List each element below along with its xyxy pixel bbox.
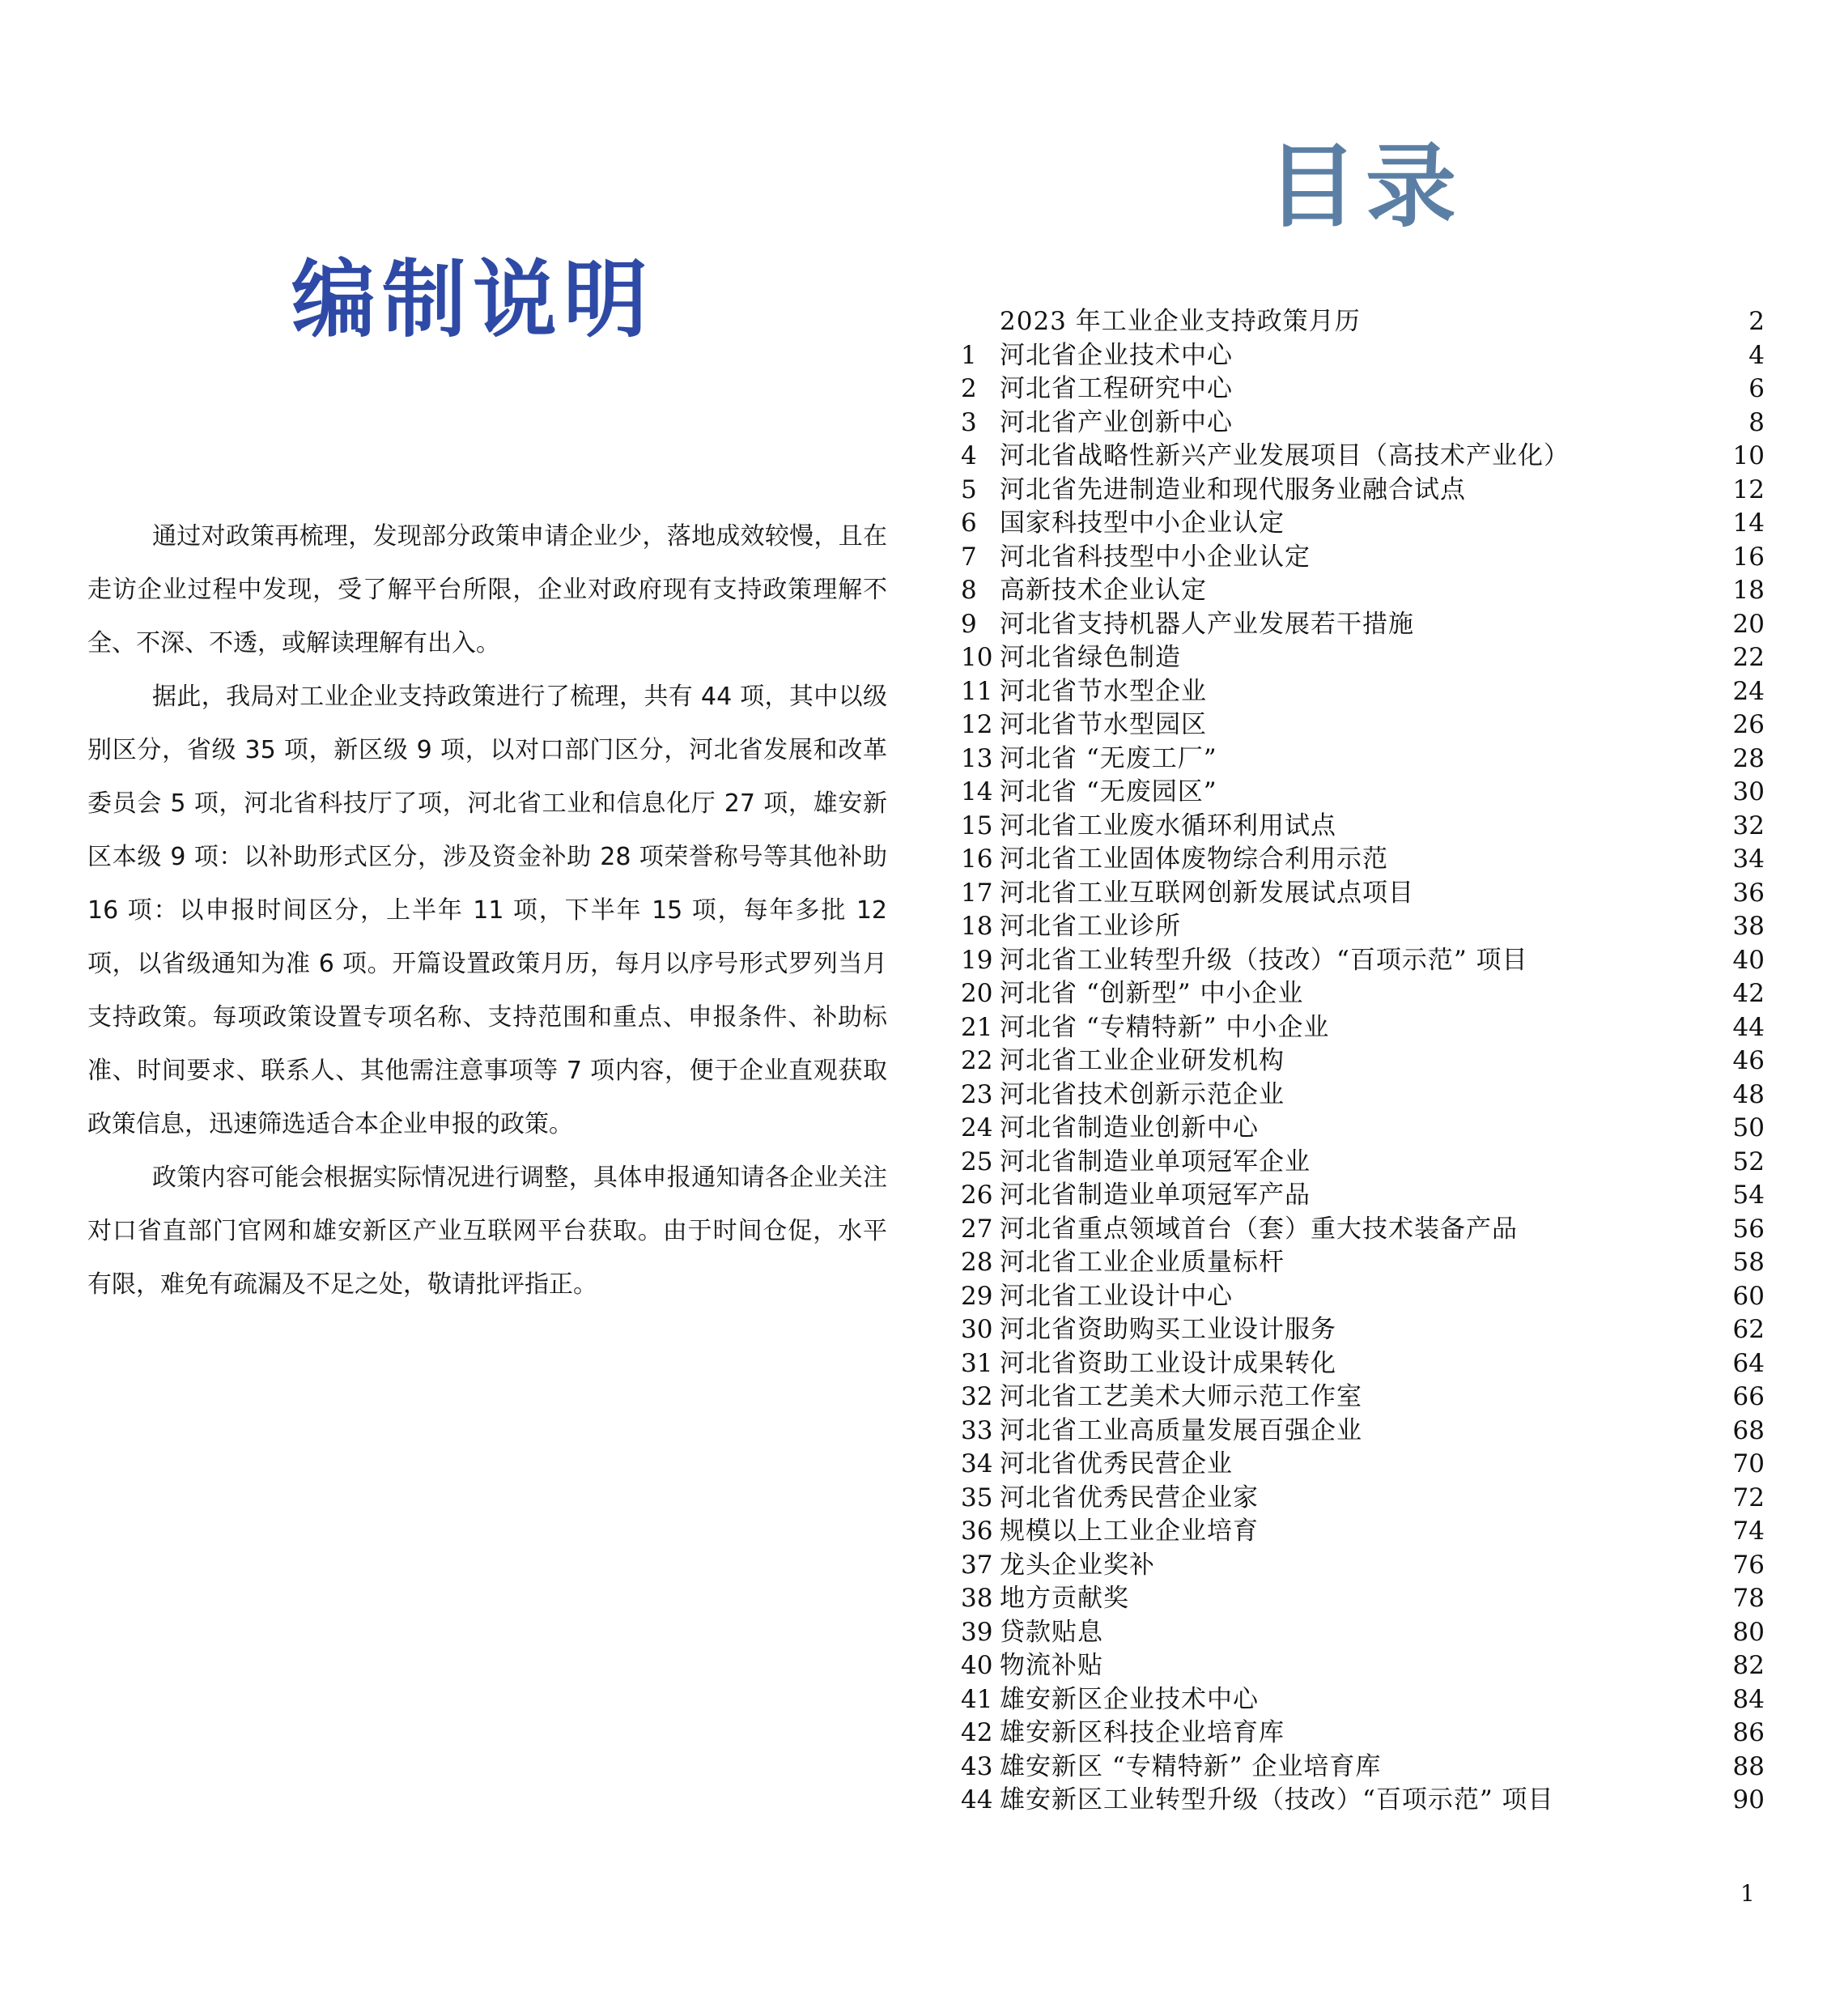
toc-entry-page: 84 — [1732, 1684, 1765, 1714]
toc-entry-page: 20 — [1732, 609, 1765, 639]
toc-entry-number: 24 — [961, 1113, 993, 1142]
toc-entry[interactable] — [961, 1616, 1765, 1650]
toc-entry-page: 42 — [1732, 979, 1765, 1008]
intro-paragraph: 通过对政策再梳理，发现部分政策申请企业少，落地成效较慢，且在走访企业过程中发现，受了解平台所限，企业对政府现有支持政策理解不全、不深、不透，或解读理解有出入。 — [87, 522, 887, 657]
toc-entry-number: 31 — [961, 1348, 993, 1378]
toc-entry[interactable] — [961, 1380, 1765, 1415]
toc-entry[interactable] — [961, 1044, 1765, 1078]
toc-entry[interactable] — [961, 641, 1765, 675]
toc-entry-number: 6 — [961, 508, 977, 538]
toc-entry-page: 74 — [1732, 1517, 1765, 1546]
toc-entry[interactable] — [961, 1078, 1765, 1112]
toc-entry-label: 2023 年工业企业支持政策月历 — [1000, 307, 1361, 336]
toc-entry-number: 30 — [961, 1315, 993, 1344]
toc-entry[interactable] — [961, 910, 1765, 944]
toc-entry-label: 河北省制造业单项冠军企业 — [1000, 1147, 1311, 1176]
toc-entry-label: 河北省支持机器人产业发展若干措施 — [1000, 609, 1414, 639]
toc-entry-label: 河北省工业互联网创新发展试点项目 — [1000, 878, 1414, 908]
toc-entry[interactable] — [961, 1280, 1765, 1314]
toc-entry-page: 40 — [1732, 945, 1765, 975]
toc-entry-label: 规模以上工业企业培育 — [1000, 1517, 1259, 1546]
toc-entry-number: 29 — [961, 1281, 993, 1311]
toc-entry[interactable] — [961, 1549, 1765, 1583]
toc-entry-number: 20 — [961, 979, 993, 1008]
toc-entry-label: 河北省工业高质量发展百强企业 — [1000, 1415, 1362, 1445]
toc-entry-page: 76 — [1732, 1550, 1765, 1580]
toc-entry-number: 15 — [961, 810, 993, 840]
toc-entry[interactable] — [961, 1482, 1765, 1516]
toc-entry[interactable] — [961, 742, 1765, 776]
toc-entry-page: 16 — [1732, 542, 1765, 572]
toc-entry-page: 22 — [1732, 643, 1765, 672]
toc-entry[interactable] — [961, 1347, 1765, 1381]
toc-entry-page: 18 — [1732, 576, 1765, 605]
toc-entry-number: 13 — [961, 743, 993, 773]
toc-entry-page: 4 — [1748, 340, 1765, 370]
toc-entry[interactable] — [961, 1448, 1765, 1482]
intro-title: 编制说明 — [291, 250, 655, 349]
toc-entry-page: 80 — [1732, 1617, 1765, 1647]
toc-entry-number: 2 — [961, 374, 977, 403]
toc-entry[interactable] — [961, 843, 1765, 877]
toc-entry-label: 地方贡献奖 — [1000, 1584, 1129, 1613]
toc-entry-number: 39 — [961, 1617, 993, 1647]
toc-entry-number: 25 — [961, 1147, 993, 1176]
toc-entry-number: 34 — [961, 1449, 993, 1478]
toc-entry-page: 68 — [1732, 1415, 1765, 1445]
toc-entry-label: 河北省优秀民营企业家 — [1000, 1483, 1259, 1512]
toc-entry-page: 14 — [1732, 508, 1765, 538]
toc-entry[interactable] — [961, 305, 1765, 339]
toc-entry-label: 河北省工业设计中心 — [1000, 1281, 1233, 1311]
toc-entry-label: 河北省资助工业设计成果转化 — [1000, 1348, 1336, 1378]
toc-entry-page: 56 — [1732, 1214, 1765, 1244]
toc-entry-label: 龙头企业奖补 — [1000, 1550, 1155, 1580]
toc-entry-page: 24 — [1732, 676, 1765, 706]
toc-entry-label: 河北省重点领域首台（套）重大技术装备产品 — [1000, 1214, 1518, 1244]
toc-entry[interactable] — [961, 675, 1765, 709]
toc-entry[interactable] — [961, 574, 1765, 608]
toc-entry-number — [961, 305, 1000, 339]
toc-entry[interactable] — [961, 1649, 1765, 1683]
toc-entry-number: 3 — [961, 407, 977, 437]
toc-entry-label: 贷款贴息 — [1000, 1617, 1103, 1647]
toc-entry[interactable] — [961, 1415, 1765, 1449]
toc-entry-label: 河北省 “无废工厂” — [1000, 743, 1217, 773]
toc-entry-number: 40 — [961, 1651, 993, 1680]
toc-entry-label: 河北省节水型园区 — [1000, 710, 1207, 739]
toc-entry-label: 河北省 “无废园区” — [1000, 777, 1217, 806]
toc-entry-label: 河北省工业转型升级（技改）“百项示范” 项目 — [1000, 945, 1528, 975]
toc-entry-page: 26 — [1732, 710, 1765, 739]
toc-entry-number: 23 — [961, 1079, 993, 1109]
toc-entry-number: 26 — [961, 1181, 993, 1210]
toc-entry-label: 河北省工业企业研发机构 — [1000, 1046, 1285, 1075]
toc-entry-label: 河北省产业创新中心 — [1000, 407, 1233, 437]
intro-paragraph: 据此，我局对工业企业支持政策进行了梳理，共有 44 项，其中以级别区分，省级 35 项，新区级 9 项，以对口部门区分，河北省发展和改革委员会 5 项，河北省科技厅了项，河北省工业和信息化厅 27 项，雄安新区本级 9 项：以补助形式区分，涉及资金补助 28 项荣誉称号等其他补助 16 项：以申报时间区分，上半年 11 项，下半年 15 项，每年多批 12 项，以省级通知为准 6 项。开篇设置政策月历，每月以序号形式罗列当月支持政策。每项政策设置专项名称、支持范围和重点、申报条件、补助标准、时间要求、联系人、其他需注意事项等 7 项内容，便于企业直观获取政策信息，迅速筛选适合本企业申报的政策。 — [87, 683, 887, 1138]
toc-entry-number: 7 — [961, 542, 977, 572]
toc-entry-label: 河北省绿色制造 — [1000, 643, 1181, 672]
toc-entry-number: 14 — [961, 777, 993, 806]
toc-entry-label: 河北省制造业单项冠军产品 — [1000, 1181, 1311, 1210]
toc-entry-number: 1 — [961, 340, 977, 370]
toc-entry-number: 32 — [961, 1382, 993, 1411]
toc-entry[interactable] — [961, 810, 1765, 844]
toc-entry-page: 10 — [1732, 441, 1765, 470]
toc-entry-label: 河北省资助购买工业设计服务 — [1000, 1315, 1336, 1344]
toc-entry-number: 11 — [961, 676, 993, 706]
toc-entry-label: 高新技术企业认定 — [1000, 576, 1207, 605]
page-number: 1 — [1740, 1880, 1755, 1907]
toc-entry-page: 6 — [1748, 374, 1765, 403]
toc-entry-label: 河北省工业固体废物综合利用示范 — [1000, 844, 1388, 874]
toc-entry[interactable] — [961, 372, 1765, 406]
toc-entry-number: 38 — [961, 1584, 993, 1613]
toc-entry[interactable] — [961, 440, 1765, 474]
toc-entry-number: 4 — [961, 441, 977, 470]
toc-entry[interactable] — [961, 1582, 1765, 1616]
toc-entry[interactable] — [961, 1112, 1765, 1146]
toc-entry-page: 54 — [1732, 1181, 1765, 1210]
toc-entry-page: 46 — [1732, 1046, 1765, 1075]
toc-entry-page: 30 — [1732, 777, 1765, 806]
toc-entry[interactable] — [961, 1179, 1765, 1213]
intro-body — [87, 510, 887, 1312]
toc-entry-number: 35 — [961, 1483, 993, 1512]
toc-entry-label: 河北省 “创新型” 中小企业 — [1000, 979, 1304, 1008]
toc-entry-page: 48 — [1732, 1079, 1765, 1109]
toc-entry-page: 36 — [1732, 878, 1765, 908]
toc-entry-label: 河北省工业废水循环利用试点 — [1000, 810, 1336, 840]
toc-entry-page: 2 — [1748, 307, 1765, 336]
toc-entry[interactable] — [961, 1751, 1765, 1785]
toc-entry[interactable] — [961, 1717, 1765, 1751]
toc-entry-page: 52 — [1732, 1147, 1765, 1176]
toc-entry-label: 河北省工业诊所 — [1000, 912, 1181, 941]
toc-entry-page: 70 — [1732, 1449, 1765, 1478]
toc-entry-number: 36 — [961, 1517, 993, 1546]
toc-entry-number: 43 — [961, 1751, 993, 1781]
toc-entry[interactable] — [961, 708, 1765, 742]
toc-entry-number: 17 — [961, 878, 993, 908]
toc-entry-page: 88 — [1732, 1751, 1765, 1781]
toc-entry-label: 河北省节水型企业 — [1000, 676, 1207, 706]
toc-entry[interactable] — [961, 1313, 1765, 1347]
toc-entry[interactable] — [961, 1246, 1765, 1280]
toc-entry-number: 42 — [961, 1718, 993, 1747]
toc-entry[interactable] — [961, 1213, 1765, 1247]
toc-entry-page: 86 — [1732, 1718, 1765, 1747]
toc-entry-number: 19 — [961, 945, 993, 975]
toc-entry-label: 河北省技术创新示范企业 — [1000, 1079, 1285, 1109]
toc-entry-page: 28 — [1732, 743, 1765, 773]
toc-entry-number: 12 — [961, 710, 993, 739]
toc-entry-number: 16 — [961, 844, 993, 874]
toc-entry-page: 44 — [1732, 1012, 1765, 1042]
toc-entry-page: 50 — [1732, 1113, 1765, 1142]
toc-entry-number: 8 — [961, 576, 977, 605]
toc-entry-page: 8 — [1748, 407, 1765, 437]
toc-entry-page: 60 — [1732, 1281, 1765, 1311]
toc-entry-number: 22 — [961, 1046, 993, 1075]
toc-entry[interactable] — [961, 1784, 1765, 1818]
toc-entry[interactable] — [961, 977, 1765, 1011]
toc-entry-label: 河北省战略性新兴产业发展项目（高技术产业化） — [1000, 441, 1570, 470]
toc-entry[interactable] — [961, 474, 1765, 508]
toc-entry-label: 河北省制造业创新中心 — [1000, 1113, 1259, 1142]
toc-entry-number: 10 — [961, 643, 993, 672]
intro-paragraph: 政策内容可能会根据实际情况进行调整，具体申报通知请各企业关注对口省直部门官网和雄安新区产业互联网平台获取。由于时间仓促，水平有限，难免有疏漏及不足之处，敬请批评指正。 — [87, 1164, 887, 1299]
toc-entry-page: 62 — [1732, 1315, 1765, 1344]
toc-entry-label: 雄安新区企业技术中心 — [1000, 1684, 1259, 1714]
toc-entry-page: 90 — [1732, 1785, 1765, 1814]
toc-entry-number: 33 — [961, 1415, 993, 1445]
toc-entry[interactable] — [961, 1683, 1765, 1717]
toc-entry-page: 12 — [1732, 474, 1765, 504]
toc-entry-page: 72 — [1732, 1483, 1765, 1512]
toc-entry[interactable] — [961, 1515, 1765, 1549]
toc-title: 目录 — [1267, 134, 1464, 240]
toc-entry-page: 32 — [1732, 810, 1765, 840]
toc-entry-label: 河北省工业企业质量标杆 — [1000, 1248, 1285, 1277]
toc-entry[interactable] — [961, 507, 1765, 541]
toc-entry-label: 河北省工程研究中心 — [1000, 374, 1233, 403]
toc-entry-label: 河北省先进制造业和现代服务业融合试点 — [1000, 474, 1466, 504]
toc-entry-number: 37 — [961, 1550, 993, 1580]
toc-entry-number: 18 — [961, 912, 993, 941]
toc-entry-page: 34 — [1732, 844, 1765, 874]
toc-entry[interactable] — [961, 541, 1765, 575]
toc-entry-label: 雄安新区科技企业培育库 — [1000, 1718, 1285, 1747]
toc-entry[interactable] — [961, 1011, 1765, 1045]
toc-entry-page: 64 — [1732, 1348, 1765, 1378]
toc-entry-page: 78 — [1732, 1584, 1765, 1613]
toc-entry-number: 41 — [961, 1684, 993, 1714]
toc-entry-label: 雄安新区工业转型升级（技改）“百项示范” 项目 — [1000, 1785, 1554, 1814]
toc-entry-label: 河北省工艺美术大师示范工作室 — [1000, 1382, 1362, 1411]
toc-entry-page: 66 — [1732, 1382, 1765, 1411]
toc-entry-page: 38 — [1732, 912, 1765, 941]
toc-entry-number: 44 — [961, 1785, 993, 1814]
toc-entry-label: 国家科技型中小企业认定 — [1000, 508, 1285, 538]
toc-entry-label: 河北省企业技术中心 — [1000, 340, 1233, 370]
toc-entry[interactable] — [961, 406, 1765, 440]
toc-entry[interactable] — [961, 944, 1765, 978]
toc-entry-number: 27 — [961, 1214, 993, 1244]
table-of-contents — [961, 305, 1765, 1818]
toc-entry-label: 河北省优秀民营企业 — [1000, 1449, 1233, 1478]
toc-entry[interactable] — [961, 877, 1765, 911]
toc-entry[interactable] — [961, 1146, 1765, 1180]
toc-entry-label: 雄安新区 “专精特新” 企业培育库 — [1000, 1751, 1382, 1781]
toc-entry-number: 21 — [961, 1012, 993, 1042]
toc-entry[interactable] — [961, 608, 1765, 642]
toc-entry-page: 82 — [1732, 1651, 1765, 1680]
toc-entry[interactable] — [961, 776, 1765, 810]
toc-entry-label: 物流补贴 — [1000, 1651, 1103, 1680]
toc-entry-page: 58 — [1732, 1248, 1765, 1277]
toc-entry-label: 河北省科技型中小企业认定 — [1000, 542, 1311, 572]
toc-entry[interactable] — [961, 339, 1765, 373]
toc-entry-number: 28 — [961, 1248, 993, 1277]
toc-entry-number: 9 — [961, 609, 977, 639]
toc-entry-number: 5 — [961, 474, 977, 504]
toc-entry-label: 河北省 “专精特新” 中小企业 — [1000, 1012, 1330, 1042]
